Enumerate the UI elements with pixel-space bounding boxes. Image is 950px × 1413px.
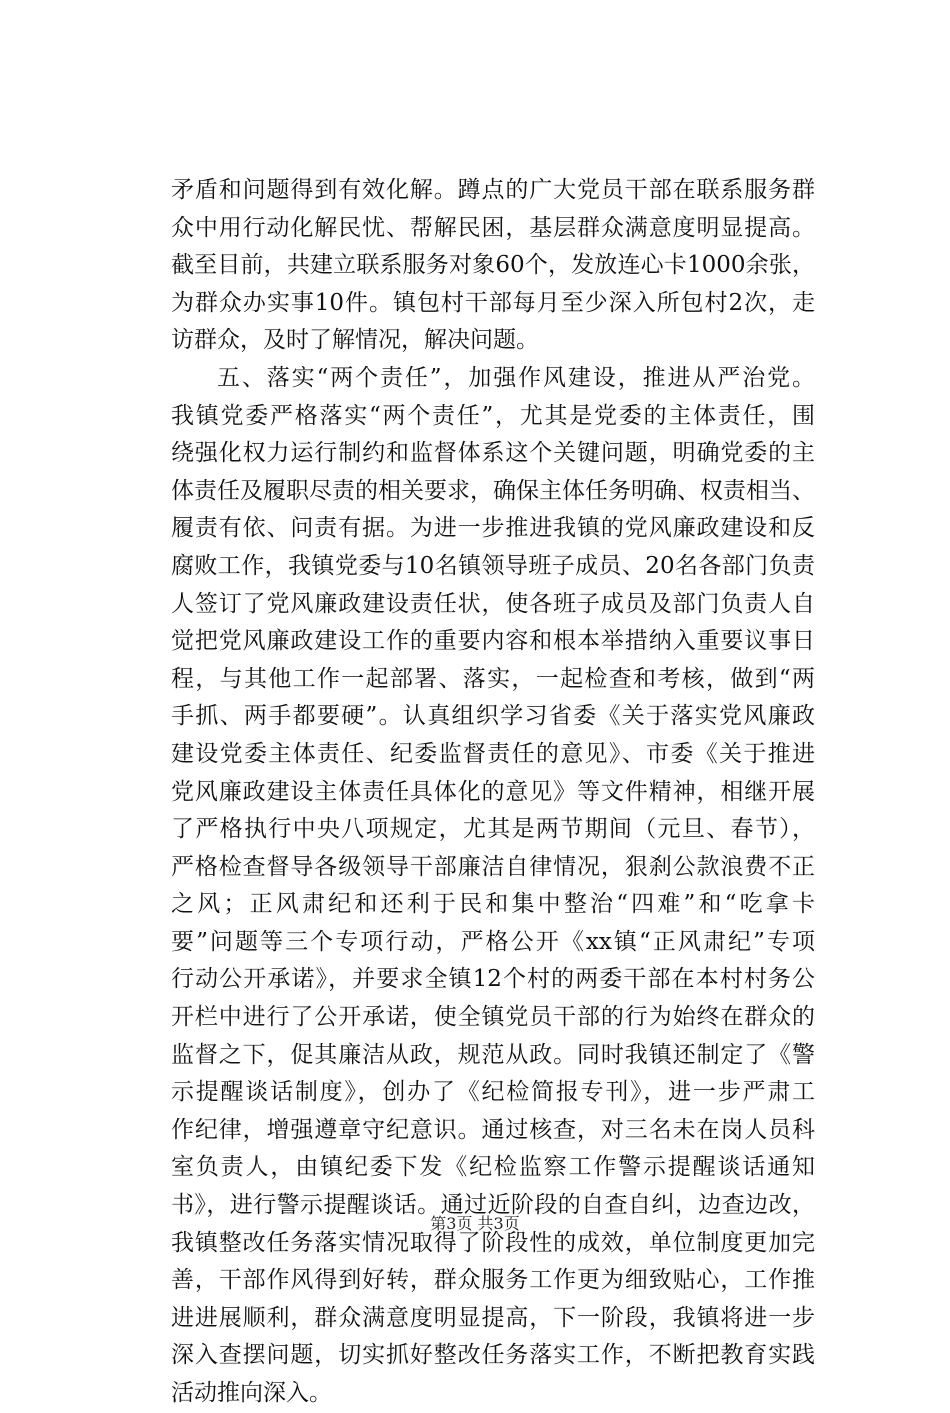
text-line: 书》，进行警示提醒谈话。通过近阶段的自查自纠，边查边改， (171, 1192, 815, 1219)
text-line: 进进展顺利，群众满意度明显提高，下一阶段，我镇将进一步 (171, 1304, 815, 1331)
text-line: 深入查摆问题，切实抓好整改任务落实工作，不断把教育实践 (171, 1342, 815, 1369)
text-line: 手抓、两手都要硬”。认真组织学习省委《关于落实党风廉政 (171, 703, 815, 730)
text-line: 要”问题等三个专项行动，严格公开《xx镇“正风肃纪”专项 (171, 928, 815, 955)
text-line: 室负责人，由镇纪委下发《纪检监察工作警示提醒谈话通知 (171, 1154, 815, 1181)
text-line: 腐败工作，我镇党委与10名镇领导班子成员、20名各部门负责 (171, 552, 815, 579)
text-line: 截至目前，共建立联系服务对象60个，发放连心卡1000余张， (171, 252, 815, 279)
text-line: 活动推向深入。 (171, 1380, 332, 1406)
text-line: 作纪律，增强遵章守纪意识。通过核查，对三名未在岗人员科 (171, 1116, 815, 1143)
text-line: 示提醒谈话制度》，创办了《纪检简报专刊》，进一步严肃工 (171, 1079, 815, 1106)
text-line: 觉把党风廉政建设工作的重要内容和根本举措纳入重要议事日 (171, 628, 815, 655)
section-heading-line: 五、落实“两个责任”，加强作风建设，推进从严治党。 (217, 364, 815, 391)
text-line: 体责任及履职尽责的相关要求，确保主体任务明确、权责相当、 (171, 477, 815, 504)
page-number-footer: 第3页 共3页 (430, 1214, 520, 1233)
text-line: 监督之下，促其廉洁从政，规范从政。同时我镇还制定了《警 (171, 1041, 815, 1068)
text-line: 访群众，及时了解情况，解决问题。 (171, 327, 539, 354)
text-line: 矛盾和问题得到有效化解。蹲点的广大党员干部在联系服务群 (171, 177, 815, 203)
text-line: 善，干部作风得到好转，群众服务工作更为细致贴心，工作推 (171, 1267, 815, 1294)
text-line: 我镇整改任务落实情况取得了阶段性的成效，单位制度更加完 (171, 1229, 815, 1256)
text-line: 党风廉政建设主体责任具体化的意见》等文件精神，相继开展 (171, 778, 815, 805)
text-line: 绕强化权力运行制约和监督体系这个关键问题，明确党委的主 (171, 440, 815, 467)
text-line: 了严格执行中央八项规定，尤其是两节期间（元旦、春节）， (171, 816, 815, 843)
text-line: 之风；正风肃纪和还利于民和集中整治“四难”和“吃拿卡 (171, 891, 815, 918)
text-line: 履责有依、问责有据。为进一步推进我镇的党风廉政建设和反 (171, 515, 815, 542)
text-line: 严格检查督导各级领导干部廉洁自律情况，狠刹公款浪费不正 (171, 853, 815, 880)
text-line: 程，与其他工作一起部署、落实，一起检查和考核，做到“两 (171, 665, 815, 692)
text-line: 人签订了党风廉政建设责任状，使各班子成员及部门负责人自 (171, 590, 815, 617)
text-line: 建设党委主体责任、纪委监督责任的意见》、市委《关于推进 (171, 740, 815, 767)
text-line: 众中用行动化解民忧、帮解民困，基层群众满意度明显提高。 (171, 214, 815, 241)
text-line: 行动公开承诺》，并要求全镇12个村的两委干部在本村村务公 (171, 966, 815, 993)
text-line: 为群众办实事10件。镇包村干部每月至少深入所包村2次，走 (171, 289, 815, 316)
text-line: 我镇党委严格落实“两个责任”，尤其是党委的主体责任，围 (171, 402, 815, 429)
text-line: 开栏中进行了公开承诺，使全镇党员干部的行为始终在群众的 (171, 1004, 815, 1031)
